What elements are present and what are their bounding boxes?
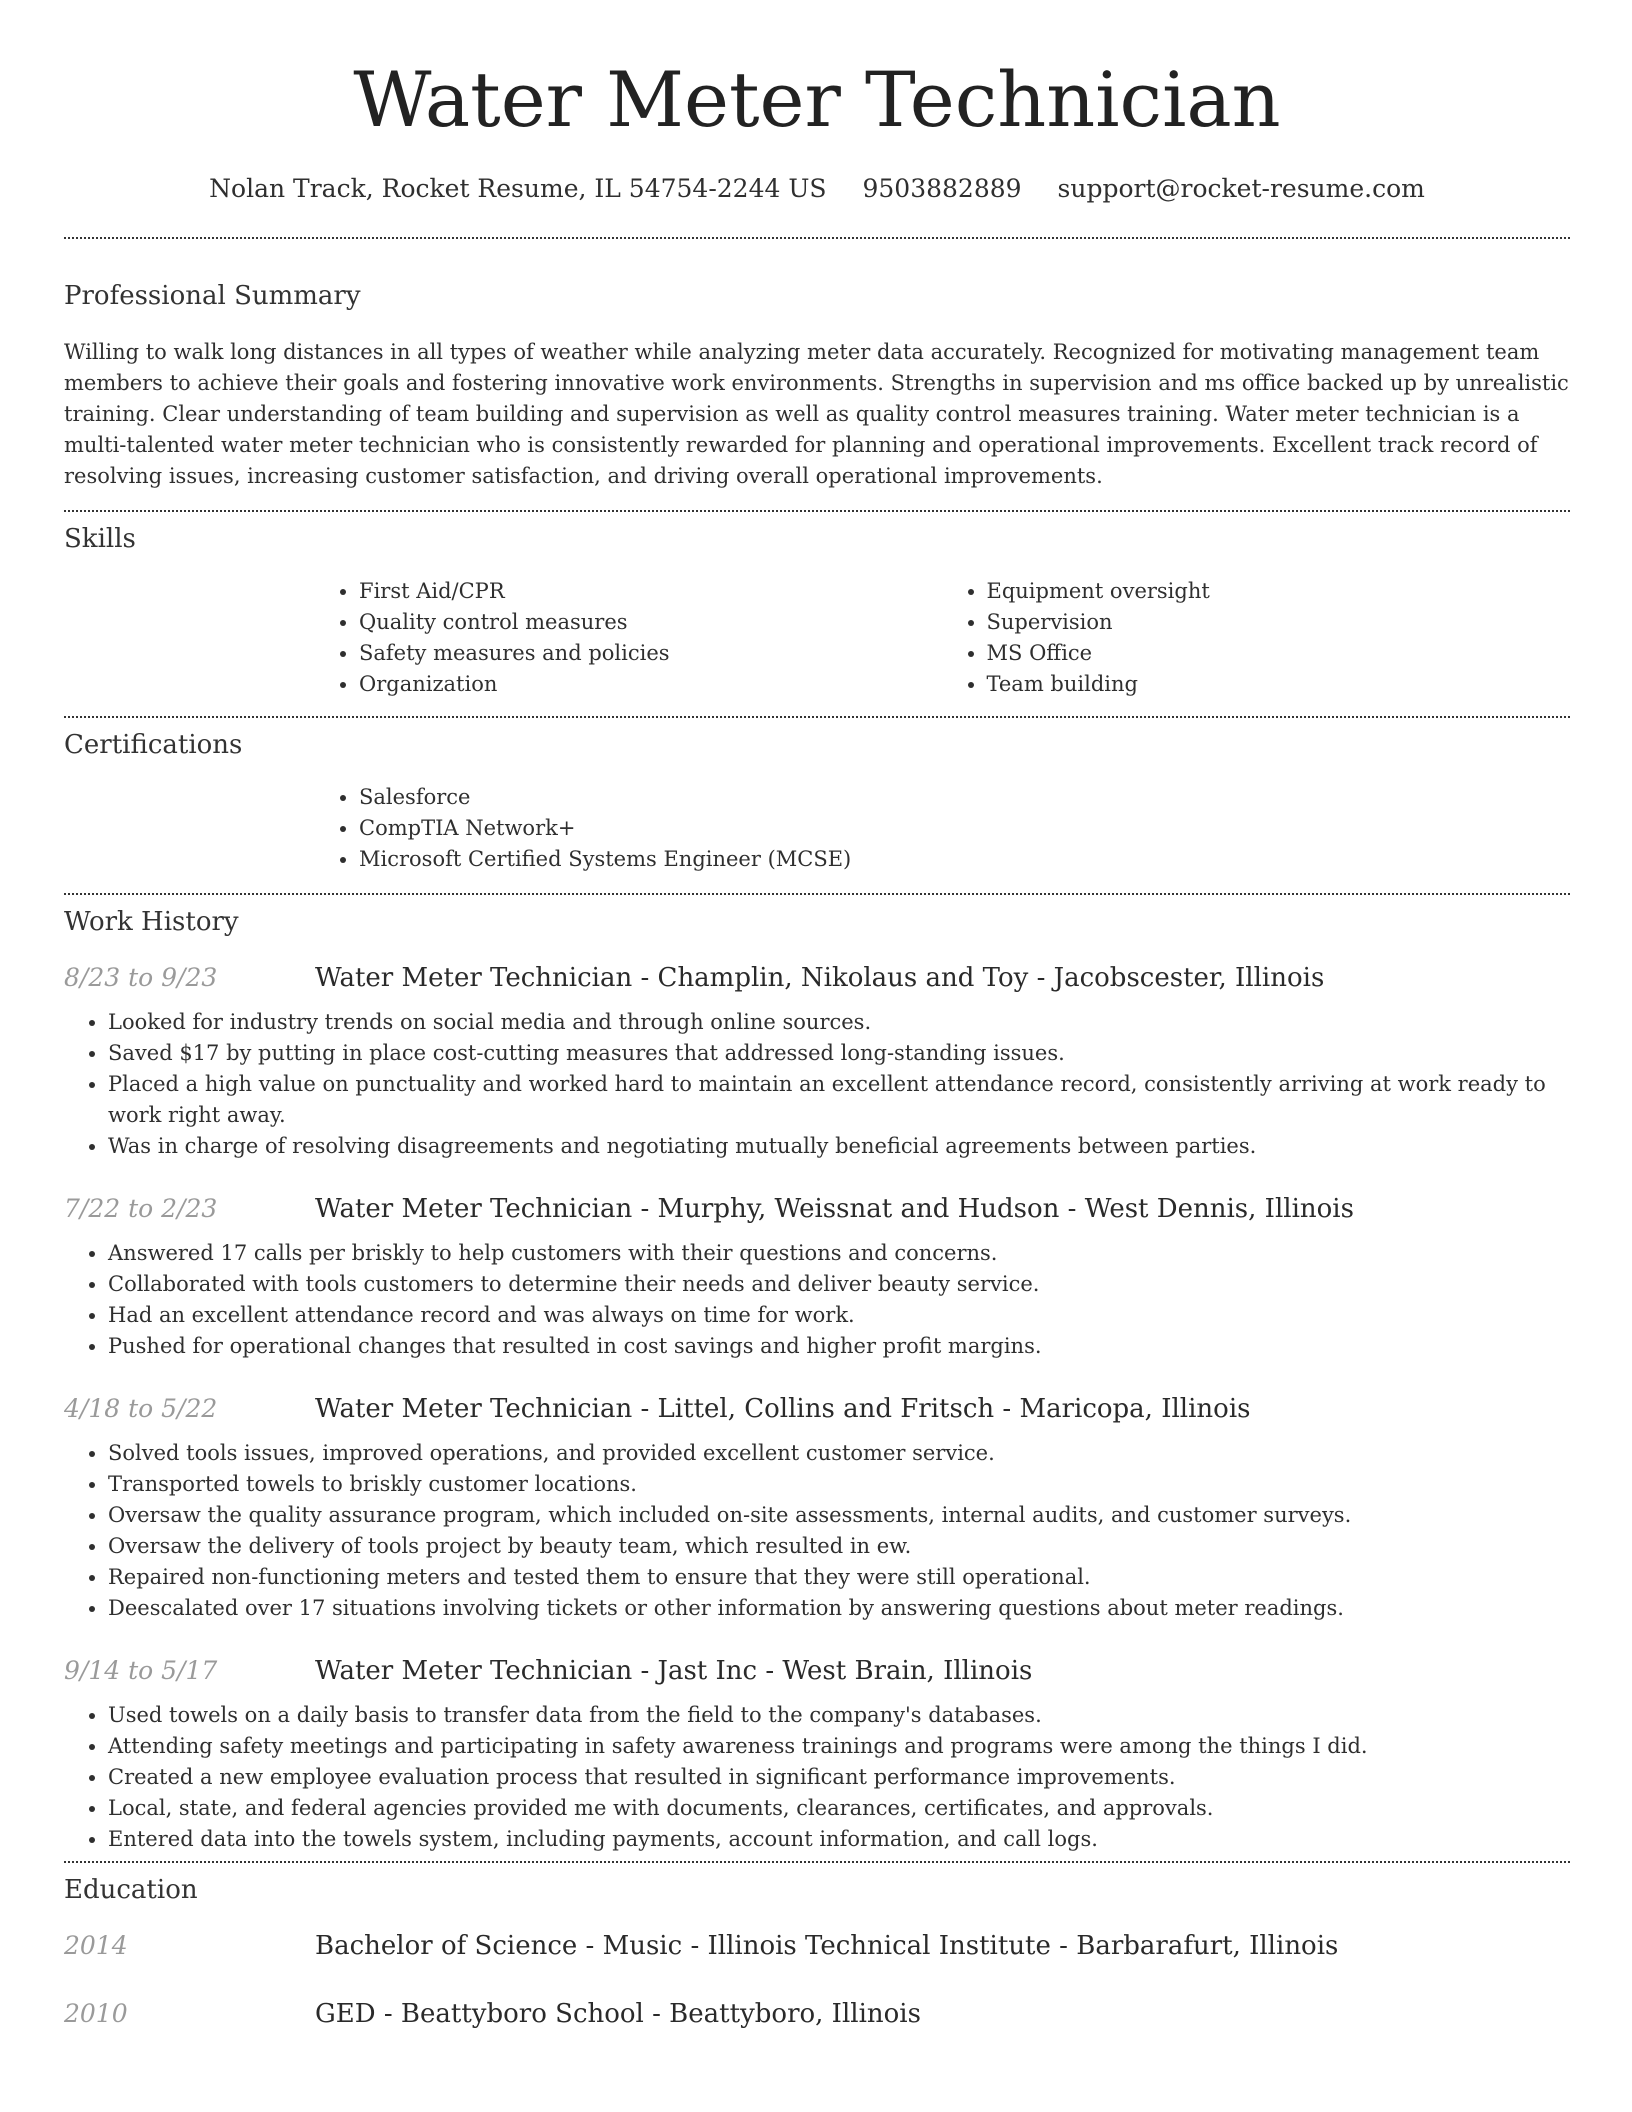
certification-item: • CompTIA Network+ xyxy=(359,813,1570,844)
job-entry xyxy=(64,1394,1570,1624)
job-bullet: • Deescalated over 17 situations involving tickets or other information by answering questions about meter readings. xyxy=(108,1593,1570,1624)
skill-item: • MS Office xyxy=(987,638,1571,669)
education-text: Bachelor of Science - Music - Illinois Technical Institute - Barbarafurt, Illinois xyxy=(315,1931,1339,1961)
job-heading: Water Meter Technician - Champlin, Nikolaus and Toy - Jacobscester, Illinois xyxy=(315,963,1325,993)
skill-item: • Quality control measures xyxy=(359,607,943,638)
job-bullet: • Entered data into the towels system, including payments, account information, and call logs. xyxy=(108,1824,1570,1855)
job-bullets xyxy=(64,1007,1570,1162)
education-entry xyxy=(64,1999,1570,2029)
skill-item: • Safety measures and policies xyxy=(359,638,943,669)
section-summary xyxy=(64,239,1570,492)
skill-item: • Team building xyxy=(987,669,1571,700)
skill-item: • First Aid/CPR xyxy=(359,576,943,607)
job-bullet: • Used towels on a daily basis to transfer data from the field to the company's databases. xyxy=(108,1700,1570,1731)
summary-text: Willing to walk long distances in all types of weather while analyzing meter data accurately. Recognized for motivating management team members to achieve their goals and fostering innovative work environments. Strengths in supervision and ms office backed up by unrealistic training. Clear understanding of team building and supervision as well as quality control measures training. Water meter technician is a multi-talented water meter technician who is consistently rewarded for planning and operational improvements. Excellent track record of resolving issues, increasing customer satisfaction, and driving overall operational improvements. xyxy=(64,340,1569,488)
education-year: 2010 xyxy=(64,1999,128,2028)
skill-item: • Equipment oversight xyxy=(987,576,1571,607)
education-year: 2014 xyxy=(64,1931,128,1960)
job-bullet: • Saved $17 by putting in place cost-cutting measures that addressed long-standing issues. xyxy=(108,1038,1570,1069)
job-dates: 4/18 to 5/22 xyxy=(64,1394,218,1423)
certification-item: • Microsoft Certified Systems Engineer (MCSE) xyxy=(359,844,1570,875)
section-title-education: Education xyxy=(64,1875,198,1905)
job-dates: 9/14 to 5/17 xyxy=(64,1656,218,1685)
job-bullet: • Repaired non-functioning meters and tested them to ensure that they were still operational. xyxy=(108,1562,1570,1593)
job-bullet: • Attending safety meetings and participating in safety awareness trainings and programs were among the things I did. xyxy=(108,1731,1570,1762)
job-bullet: • Looked for industry trends on social media and through online sources. xyxy=(108,1007,1570,1038)
candidate-name: Water Meter Technician xyxy=(353,55,1281,144)
skills-list-right xyxy=(943,576,1571,700)
section-certifications xyxy=(64,718,1570,875)
education-entry xyxy=(64,1931,1570,1961)
job-bullet: • Collaborated with tools customers to determine their needs and deliver beauty service. xyxy=(108,1269,1570,1300)
section-skills xyxy=(64,512,1570,700)
job-bullets xyxy=(64,1438,1570,1624)
job-bullet: • Was in charge of resolving disagreements and negotiating mutually beneficial agreements between parties. xyxy=(108,1131,1570,1162)
skill-item: • Organization xyxy=(359,669,943,700)
skill-item: • Supervision xyxy=(987,607,1571,638)
job-bullets xyxy=(64,1700,1570,1855)
job-entry xyxy=(64,1194,1570,1362)
contact-phone: 9503882889 xyxy=(862,174,1022,203)
education-text: GED - Beattyboro School - Beattyboro, Illinois xyxy=(315,1999,921,2029)
job-bullet: • Solved tools issues, improved operations, and provided excellent customer service. xyxy=(108,1438,1570,1469)
contact-line xyxy=(64,174,1570,203)
job-bullet: • Transported towels to briskly customer locations. xyxy=(108,1469,1570,1500)
section-title-work-history: Work History xyxy=(64,907,239,937)
job-bullet: • Oversaw the delivery of tools project by beauty team, which resulted in ew. xyxy=(108,1531,1570,1562)
section-education xyxy=(64,1863,1570,2029)
job-entry xyxy=(64,963,1570,1162)
section-title-certifications: Certifications xyxy=(64,730,243,760)
section-title-skills: Skills xyxy=(64,524,136,554)
certification-item: • Salesforce xyxy=(359,782,1570,813)
skills-columns xyxy=(315,576,1570,700)
resume-page xyxy=(64,0,1570,2043)
job-bullet: • Had an excellent attendance record and was always on time for work. xyxy=(108,1300,1570,1331)
job-bullet: • Created a new employee evaluation process that resulted in significant performance improvements. xyxy=(108,1762,1570,1793)
job-bullet: • Local, state, and federal agencies provided me with documents, clearances, certificates, and approvals. xyxy=(108,1793,1570,1824)
job-heading: Water Meter Technician - Murphy, Weissnat and Hudson - West Dennis, Illinois xyxy=(315,1194,1354,1224)
section-work-history xyxy=(64,895,1570,1855)
section-title-summary: Professional Summary xyxy=(64,281,361,311)
job-bullet: • Oversaw the quality assurance program, which included on-site assessments, internal audits, and customer surveys. xyxy=(108,1500,1570,1531)
contact-address: Nolan Track, Rocket Resume, IL 54754-2244 US xyxy=(209,174,827,203)
job-heading: Water Meter Technician - Littel, Collins and Fritsch - Maricopa, Illinois xyxy=(315,1394,1251,1424)
job-bullet: • Answered 17 calls per briskly to help customers with their questions and concerns. xyxy=(108,1238,1570,1269)
contact-email: support@rocket-resume.com xyxy=(1057,174,1425,203)
job-bullets xyxy=(64,1238,1570,1362)
job-bullet: • Placed a high value on punctuality and worked hard to maintain an excellent attendance record, consistently arriving at work ready to work right away. xyxy=(108,1069,1570,1131)
certifications-list xyxy=(315,782,1570,875)
job-entry xyxy=(64,1656,1570,1855)
job-heading: Water Meter Technician - Jast Inc - West Brain, Illinois xyxy=(315,1656,1033,1686)
job-bullet: • Pushed for operational changes that resulted in cost savings and higher profit margins. xyxy=(108,1331,1570,1362)
skills-list-left xyxy=(315,576,943,700)
job-dates: 7/22 to 2/23 xyxy=(64,1194,218,1223)
job-dates: 8/23 to 9/23 xyxy=(64,963,218,992)
